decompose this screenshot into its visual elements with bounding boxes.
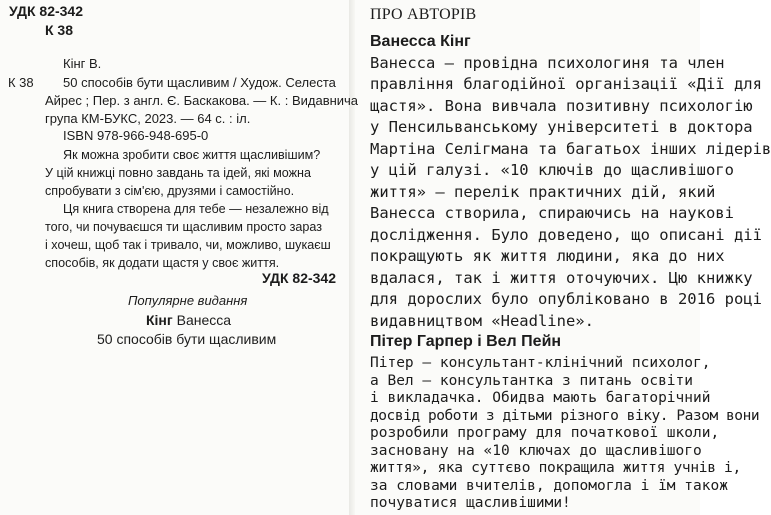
author-1-bio-line-4: у Пенсильванському університеті в доктора [370, 118, 753, 136]
page-heading: ПРО АВТОРІВ [370, 6, 477, 23]
annotation-line-6: і хочеш, щоб так і тривало, чи, можливо, шукаєш [45, 238, 331, 252]
author-1-bio-line-9: дослідження. Було доведено, що описані дії [370, 226, 762, 244]
author-1-bio-line-5: Мартіна Селігмана та багатьох інших лідерів [370, 140, 771, 158]
author-1-bio-line-1: Ванесса – провідна психологиня та член [370, 54, 725, 72]
author-1-bio-line-13: видавництвом «Headline». [370, 312, 594, 330]
author-heading: Кінг В. [63, 56, 102, 71]
author-2-bio-line-3: і викладачка. Обидва мають багаторічний [370, 390, 711, 406]
author-surname: Кінг [146, 312, 173, 328]
book-title: 50 способів бути щасливим [97, 331, 277, 347]
author-1-bio-line-6: у цій галузі. «10 ключів до щасливішого [370, 161, 734, 179]
series-label: Популярне видання [128, 293, 248, 308]
udk-code-top: УДК 82-342 [9, 3, 83, 19]
author-2-bio-line-1: Пітер – консультант-клінічний психолог, [370, 355, 711, 371]
author-sign: К 38 [8, 75, 34, 90]
author-1-bio-line-12: для дорослих було опубліковано в 2016 році [370, 290, 762, 308]
author-2-bio-line-4: досвід роботи з дітьми різного віку. Разом вони [370, 407, 760, 424]
catalog-record-line-1: 50 способів бути щасливим / Худож. Селеста [63, 75, 336, 90]
author-2-bio-line-7: життя», яка суттєво покращила життя учнів і, [370, 460, 741, 476]
author-2-bio-line-2: а Вел – консультантка з питань освіти [370, 372, 694, 389]
author-1-bio-line-2: правління благодійної організації «Дії для [370, 75, 762, 93]
imprint-page [0, 0, 359, 515]
author-2-bio-line-5: розробили програму для початкової школи, [370, 425, 720, 441]
author-first-name: Ванесса [176, 312, 232, 328]
catalog-record-line-2: Айрес ; Пер. з англ. Є. Баскакова. — К. : Видавнича [45, 93, 359, 108]
author-2-bio-line-9: почуватися щасливішими! [370, 495, 571, 511]
author-1-bio-line-3: щастя». Вона вивчала позитивну психологію [370, 97, 753, 115]
author-1-bio-line-8: Ванесса створила, спираючись на наукові [370, 204, 734, 222]
author-2-name: Пітер Гарпер і Вел Пейн [370, 333, 562, 350]
annotation-line-1: Як можна зробити своє життя щасливішим? [63, 148, 321, 162]
annotation-line-3: спробувати з сім'єю, друзями і самостійно. [45, 184, 295, 198]
bbk-code: К 38 [45, 22, 74, 38]
about-authors-page [362, 0, 771, 515]
isbn: ISBN 978-966-948-695-0 [63, 128, 209, 143]
author-line [146, 312, 231, 328]
annotation-line-5: того, чи почуваєшся ти щасливим просто зараз [45, 220, 323, 234]
author-1-name: Ванесса Кінг [370, 33, 471, 50]
annotation-line-7: способів, як додати щастя у своє життя. [45, 256, 280, 270]
udk-code-bottom: УДК 82-342 [262, 270, 336, 286]
author-2-bio-line-8: за словами вчителів, допомогла і їм також [370, 477, 728, 494]
catalog-record-line-3: група КМ-БУКС, 2023. — 64 с. : іл. [45, 111, 251, 126]
annotation-line-4: Ця книга створена для тебе — незалежно від [63, 202, 329, 216]
author-1-bio-line-10: покращують як життя людини, яка до них [370, 247, 725, 265]
annotation-line-2: У цій книжці повно завдань та ідей, які можна [45, 166, 311, 180]
author-2-bio-line-6: засновану на «10 ключах до щасливішого [370, 442, 702, 459]
author-1-bio-line-7: життя» – перелік практичних дій, який [370, 183, 716, 201]
author-1-bio-line-11: вдалася, так і життя оточуючих. Цю книжку [370, 269, 753, 287]
